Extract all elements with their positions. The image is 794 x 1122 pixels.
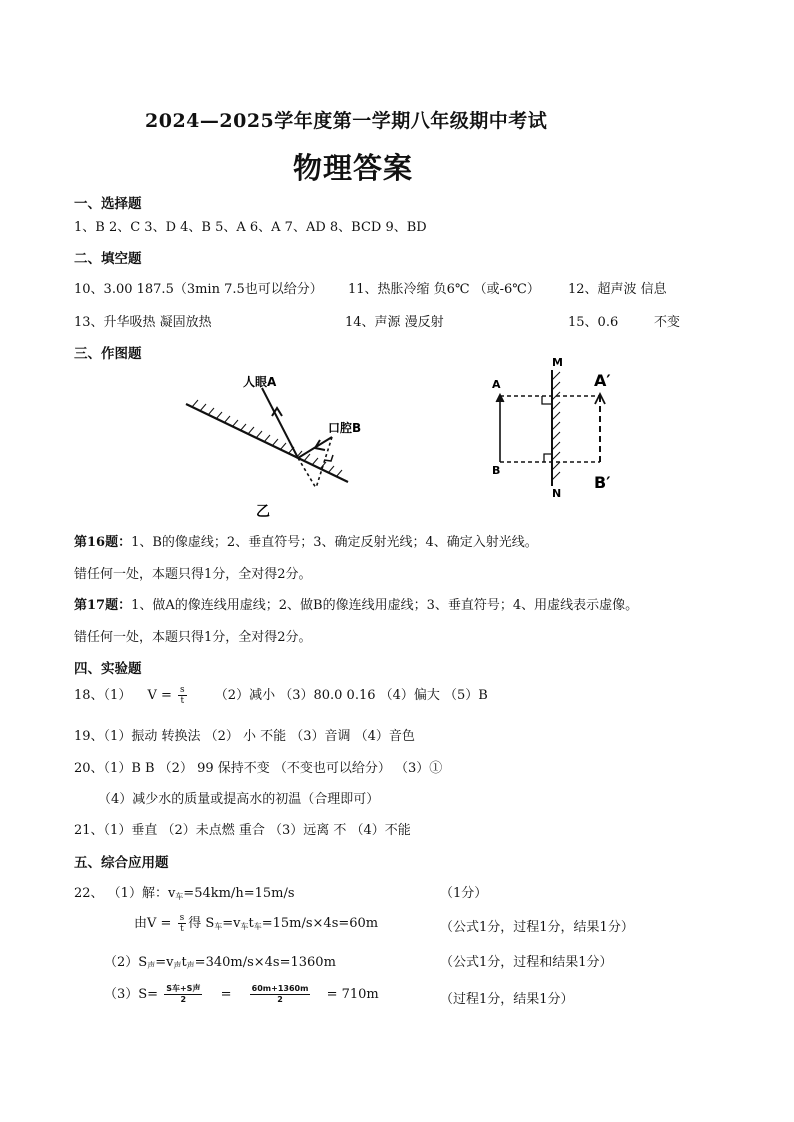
q22-1-rest: =54km/h=15m/s — [183, 886, 295, 901]
subject-title: 物理答案 — [293, 151, 414, 185]
exam-title: 2024—2025学年度第一学期八年级期中考试 — [145, 110, 548, 132]
object-arrow — [496, 394, 504, 402]
q22-4-score: （过程1分，结果1分） — [440, 992, 574, 1007]
q16-note: 错任何一处，本题只得1分，全对得2分。 — [74, 567, 312, 582]
q22-4-num1: S车+S声 — [166, 984, 201, 993]
answer-q15: 15、0.6 — [568, 315, 619, 330]
q17-text: 1、做A的像连线用虚线；2、做B的像连线用虚线；3、垂直符号；4、用虚线表示虚像。 — [131, 598, 639, 613]
label-mouth-b: 口腔B — [328, 421, 362, 435]
q17-note: 错任何一处，本题只得1分，全对得2分。 — [74, 630, 312, 645]
q22-2-sub2: 车 — [240, 922, 249, 931]
label-m: M — [552, 356, 563, 369]
q22-4-fraction2 — [250, 984, 311, 1005]
label-b: B — [492, 464, 501, 477]
q17-label: 第17题： — [74, 598, 132, 613]
q18-formula-v: V = — [147, 688, 172, 703]
q22-1-sub: 车 — [175, 892, 184, 901]
answer-q12: 12、超声波 信息 — [568, 282, 667, 297]
q22-3-a: （2）S — [104, 955, 148, 970]
answer-q20-b: （4）减少水的质量或提高水的初温（合理即可） — [98, 792, 380, 807]
q22-2-sub3: 车 — [253, 922, 262, 931]
section5-heading: 五、综合应用题 — [74, 855, 169, 871]
figure-17-plane-mirror — [482, 352, 632, 502]
q22-3-sub1: 声 — [147, 961, 156, 970]
section3-heading: 三、作图题 — [74, 346, 142, 362]
mirror-hatching — [192, 400, 342, 477]
q22-2-num: s — [179, 913, 185, 923]
q22-4-den2: 2 — [277, 995, 283, 1004]
q17-block — [74, 594, 638, 613]
q22-2-fraction — [178, 913, 187, 934]
section2-heading: 二、填空题 — [74, 251, 142, 267]
q18-fraction — [178, 685, 187, 706]
q22-2-score: （公式1分，过程1分，结果1分） — [440, 920, 634, 935]
q22-part4 — [104, 983, 379, 1005]
q22-4-result: = 710m — [326, 987, 379, 1002]
label-b-prime: B′ — [594, 473, 611, 492]
q22-2-sub1: 车 — [214, 922, 223, 931]
q22-part3 — [104, 951, 336, 971]
q22-3-d: =340m/s×4s=1360m — [194, 955, 336, 970]
label-eye-a: 人眼A — [243, 375, 277, 389]
answer-q10: 10、3.00 187.5（3min 7.5也可以给分） — [74, 282, 323, 297]
reflected-ray — [262, 388, 298, 458]
perp-mark-a — [542, 396, 552, 404]
figure-16-reflection — [180, 364, 362, 522]
q18-num: s — [180, 685, 185, 695]
answer-q19: 19、（1）振动 转换法 （2） 小 不能 （3）音调 （4）音色 — [74, 729, 415, 744]
q18-den: t — [180, 696, 185, 706]
answer-q18 — [74, 684, 488, 706]
q22-4-a: （3）S= — [104, 987, 159, 1002]
q22-2-e: =15m/s×4s=60m — [261, 916, 379, 931]
q22-part1 — [74, 882, 295, 902]
q22-4-den1: 2 — [180, 995, 187, 1004]
label-caption: 乙 — [256, 504, 270, 520]
section1-heading: 一、选择题 — [74, 196, 142, 212]
answer-q11: 11、热胀冷缩 负6℃ （或-6℃） — [348, 282, 540, 297]
q22-1-score: （1分） — [440, 886, 488, 901]
q22-2-den: t — [180, 924, 184, 934]
label-a-prime: A′ — [594, 371, 611, 390]
mirror-mn-hatching — [552, 372, 560, 480]
q18-prefix: 18、（1） — [74, 688, 132, 703]
section4-heading: 四、实验题 — [74, 661, 142, 677]
answer-q20: 20、（1）B B （2） 99 保持不变 （不变也可以给分） （3）① — [74, 761, 443, 776]
q22-2-c: =v — [222, 916, 241, 931]
q22-3-b: =v — [155, 955, 174, 970]
q22-3-c: t — [181, 955, 187, 970]
answer-q14: 14、声源 漫反射 — [345, 315, 444, 330]
q22-3-score: （公式1分，过程和结果1分） — [440, 955, 613, 970]
q22-3-sub2: 声 — [173, 961, 182, 970]
q16-block — [74, 531, 538, 550]
q22-3-sub3: 声 — [186, 961, 195, 970]
answer-q13: 13、升华吸热 凝固放热 — [74, 315, 212, 330]
q22-part2 — [134, 912, 378, 934]
q22-2-a: 由V = — [134, 916, 172, 931]
section1-answers: 1、B 2、C 3、D 4、B 5、A 6、A 7、AD 8、BCD 9、BD — [74, 220, 427, 235]
answer-q15-b: 不变 — [654, 315, 681, 330]
q22-2-b: 得 S — [188, 916, 215, 931]
q22-2-d: t — [248, 916, 254, 931]
label-n: N — [552, 487, 562, 500]
q22-4-eq: = — [220, 987, 232, 1002]
q22-4-fraction1 — [164, 984, 202, 1005]
answer-q21: 21、（1）垂直 （2）未点燃 重合 （3）远离 不 （4）不能 — [74, 823, 411, 838]
label-a: A — [492, 378, 501, 391]
q22-4-num2: 60m+1360m — [251, 984, 309, 993]
perp-mark-b — [544, 454, 552, 462]
q16-label: 第16题： — [74, 535, 132, 550]
q18-rest: （2）减小 （3）80.0 0.16 （4）偏大 （5）B — [214, 688, 488, 703]
q22-1-prefix: 22、 （1）解：v — [74, 886, 176, 901]
q16-text: 1、B的像虚线；2、垂直符号；3、确定反射光线；4、确定入射光线。 — [131, 535, 538, 550]
